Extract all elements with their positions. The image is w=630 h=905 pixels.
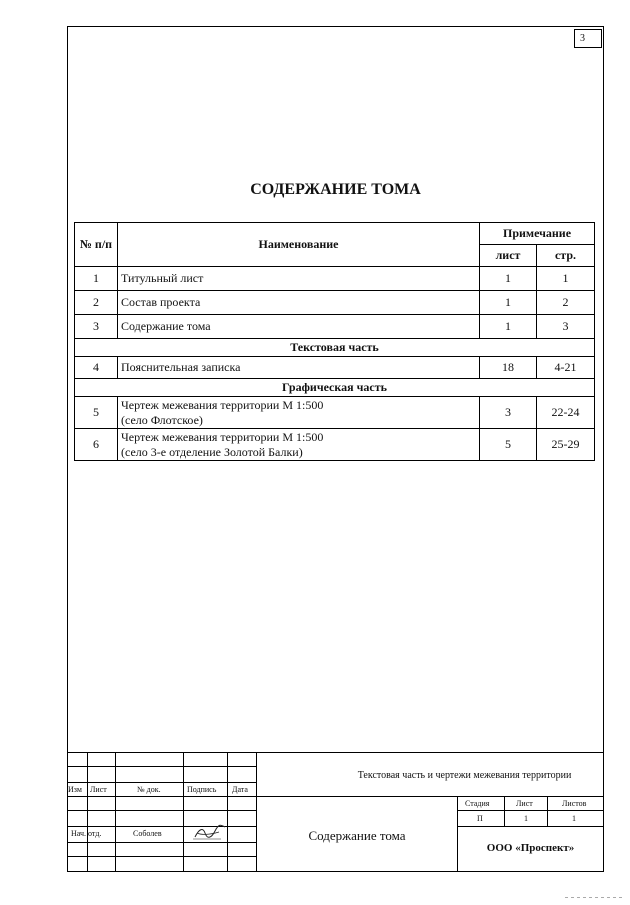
- row-page: 2: [537, 291, 595, 315]
- row-num: 5: [75, 397, 118, 429]
- table-row: [75, 291, 595, 315]
- signature: [191, 821, 227, 843]
- header-note: Примечание: [480, 223, 595, 245]
- row-page: 25-29: [537, 429, 595, 461]
- row-num: 1: [75, 267, 118, 291]
- header-num: № п/п: [75, 223, 118, 267]
- row-name: [118, 397, 480, 429]
- row-name: Состав проекта: [118, 291, 480, 315]
- row-name: [118, 429, 480, 461]
- row-name-line: Чертеж межевания территории М 1:500: [121, 397, 324, 412]
- header-page: стр.: [537, 245, 595, 267]
- row-sheet: 18: [480, 357, 537, 379]
- sheet-label: Лист: [516, 799, 533, 808]
- row-page: 22-24: [537, 397, 595, 429]
- table-row: [75, 429, 595, 461]
- document-name: Текстовая часть и чертежи межевания территории: [357, 770, 572, 781]
- row-page: 3: [537, 315, 595, 339]
- row-name-line: (село Флотское): [121, 412, 203, 427]
- page-number: 3: [574, 29, 602, 48]
- sheets-label: Листов: [562, 799, 587, 808]
- col-list-label: Лист: [90, 785, 107, 794]
- stage-label: Стадия: [465, 799, 490, 808]
- stage-value: П: [477, 814, 483, 823]
- row-num: 3: [75, 315, 118, 339]
- sheet-title: Содержание тома: [308, 828, 406, 843]
- header-name: Наименование: [118, 223, 480, 267]
- section-row: [75, 379, 595, 397]
- row-sheet: 3: [480, 397, 537, 429]
- row-sheet: 5: [480, 429, 537, 461]
- row-name: Титульный лист: [118, 267, 480, 291]
- row-name: Пояснительная записка: [118, 357, 480, 379]
- section-graphic-heading: Графическая часть: [75, 379, 595, 397]
- col-date-label: Дата: [232, 785, 248, 794]
- table-row: [75, 357, 595, 379]
- row-num: 2: [75, 291, 118, 315]
- row-name-line: (село 3-е отделение Золотой Балки): [121, 444, 303, 459]
- row-num: 6: [75, 429, 118, 461]
- sheets-value: 1: [572, 814, 576, 823]
- row-sheet: 1: [480, 267, 537, 291]
- section-row: [75, 339, 595, 357]
- section-text-heading: Текстовая часть: [75, 339, 595, 357]
- organization-name: ООО «Проспект»: [486, 842, 575, 854]
- contents-table: [74, 222, 595, 461]
- sheet-value: 1: [524, 814, 528, 823]
- scan-marks: [565, 896, 625, 899]
- row-num: 4: [75, 357, 118, 379]
- role-label: Нач. отд.: [71, 829, 102, 838]
- col-izm-label: Изм: [68, 785, 82, 794]
- row-sheet: 1: [480, 291, 537, 315]
- table-row: [75, 397, 595, 429]
- col-doc-label: № док.: [137, 785, 161, 794]
- table-row: [75, 267, 595, 291]
- row-name: Содержание тома: [118, 315, 480, 339]
- header-sheet: лист: [480, 245, 537, 267]
- title-block: [67, 752, 604, 872]
- person-name: Соболев: [133, 829, 162, 838]
- document-title: СОДЕРЖАНИЕ ТОМА: [250, 181, 421, 198]
- row-page: 1: [537, 267, 595, 291]
- table-row: [75, 315, 595, 339]
- row-sheet: 1: [480, 315, 537, 339]
- row-name-line: Чертеж межевания территории М 1:500: [121, 429, 324, 444]
- col-sign-label: Подпись: [187, 785, 217, 794]
- row-page: 4-21: [537, 357, 595, 379]
